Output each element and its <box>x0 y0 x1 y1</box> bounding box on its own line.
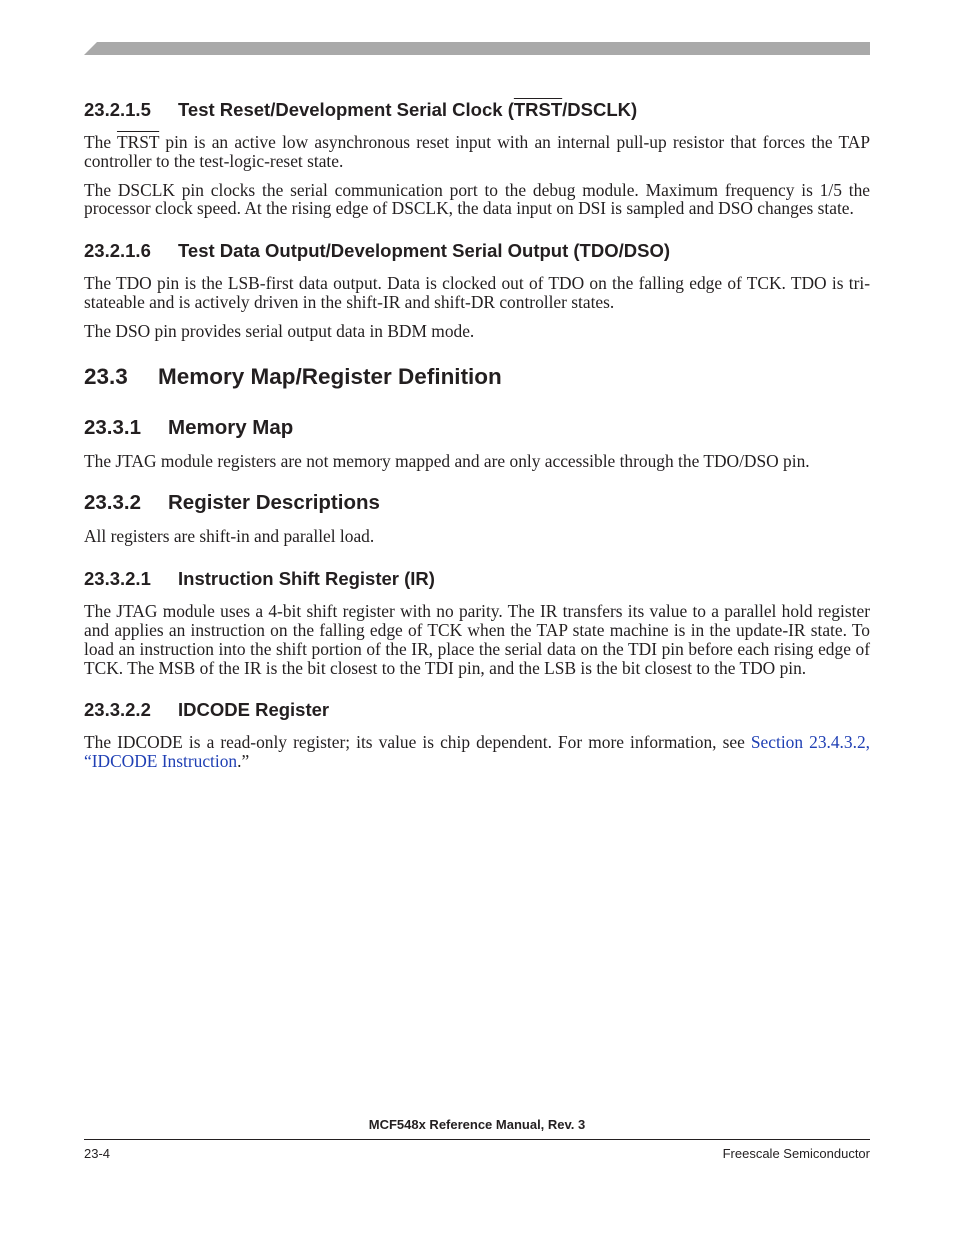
heading-23-3 <box>84 363 870 391</box>
text: The IDCODE is a read-only register; its value is chip dependent. For more information, see <box>84 732 751 753</box>
text: .” <box>237 751 250 772</box>
footer-title: MCF548x Reference Manual, Rev. 3 <box>368 1117 586 1132</box>
heading-text: Instruction Shift Register (IR) <box>178 568 435 590</box>
paragraph-idcode <box>84 733 870 771</box>
heading-text: Memory Map/Register Definition <box>158 363 502 389</box>
paragraph-register-descriptions: All registers are shift-in and parallel load. <box>84 526 375 547</box>
section-number: 23.3.2.1 <box>84 568 151 590</box>
heading-text: IDCODE Register <box>178 699 330 721</box>
heading-text: Register Descriptions <box>168 491 380 515</box>
footer-company: Freescale Semiconductor <box>722 1146 870 1161</box>
text: The <box>84 132 117 152</box>
section-number: 23.3.2.2 <box>84 699 151 721</box>
heading-text: Test Reset/Development Serial Clock ( <box>178 99 514 120</box>
paragraph-instruction-shift: The JTAG module uses a 4-bit shift register with no parity. The IR transfers its value to a parallel hold register and applies an instruction on the falling edge of TCK when the TAP state machine is in the update-IR state. To load an instruction into the shift portion of the IR, place the serial data on the TDI pin before each rising edge of TCK. The MSB of the IR is the bit closest to the TDI pin, and the LSB is the bit closest to the TDO pin. <box>84 601 870 678</box>
paragraph-trst <box>84 133 870 171</box>
page-number: 23-4 <box>84 1146 111 1161</box>
footer-divider <box>84 1139 870 1140</box>
paragraph-tdo: The TDO pin is the LSB-first data output. Data is clocked out of TDO on the falling edge of TCK. TDO is tri-stateable and is actively driven in the shift-IR and shift-DR controller states. <box>84 273 870 312</box>
heading-23-2-1-6 <box>84 239 870 263</box>
heading-trst-overline: TRST <box>513 99 563 120</box>
section-number: 23.3.1 <box>84 415 141 439</box>
section-number: 23.3.2 <box>84 491 141 515</box>
trst-overline: TRST <box>116 132 160 152</box>
paragraph-dsclk: The DSCLK pin clocks the serial communication port to the debug module. Maximum frequency is 1/5 the processor clock speed. At the rising edge of DSCLK, the data input on DSI is sampled and DSO changes state. <box>84 179 870 219</box>
paragraph-memory-map: The JTAG module registers are not memory mapped and are only accessible through the TDO/DSO pin. <box>84 450 810 471</box>
text: pin is an active low asynchronous reset input with an internal pull-up resistor that forces the TAP controller to the test-logic-reset state. <box>84 132 870 171</box>
heading-text: Test Data Output/Development Serial Output (TDO/DSO) <box>178 240 670 262</box>
heading-23-3-2-1 <box>84 567 870 591</box>
paragraph-dso: The DSO pin provides serial output data in BDM mode. <box>84 320 475 341</box>
heading-23-3-1 <box>84 415 870 441</box>
heading-23-3-2 <box>84 490 870 516</box>
page-content <box>84 98 870 771</box>
heading-text: Memory Map <box>168 415 294 439</box>
section-number: 23.2.1.6 <box>84 240 151 262</box>
section-number: 23.2.1.5 <box>84 99 151 120</box>
idcode-instruction-link[interactable]: Section 23.4.3.2, “IDCODE Instruction <box>84 732 870 772</box>
heading-text-end: /DSCLK) <box>562 99 638 120</box>
heading-23-3-2-2 <box>84 698 870 722</box>
section-number: 23.3 <box>84 363 128 389</box>
heading-23-2-1-5 <box>84 98 870 122</box>
header-bar <box>84 42 870 55</box>
